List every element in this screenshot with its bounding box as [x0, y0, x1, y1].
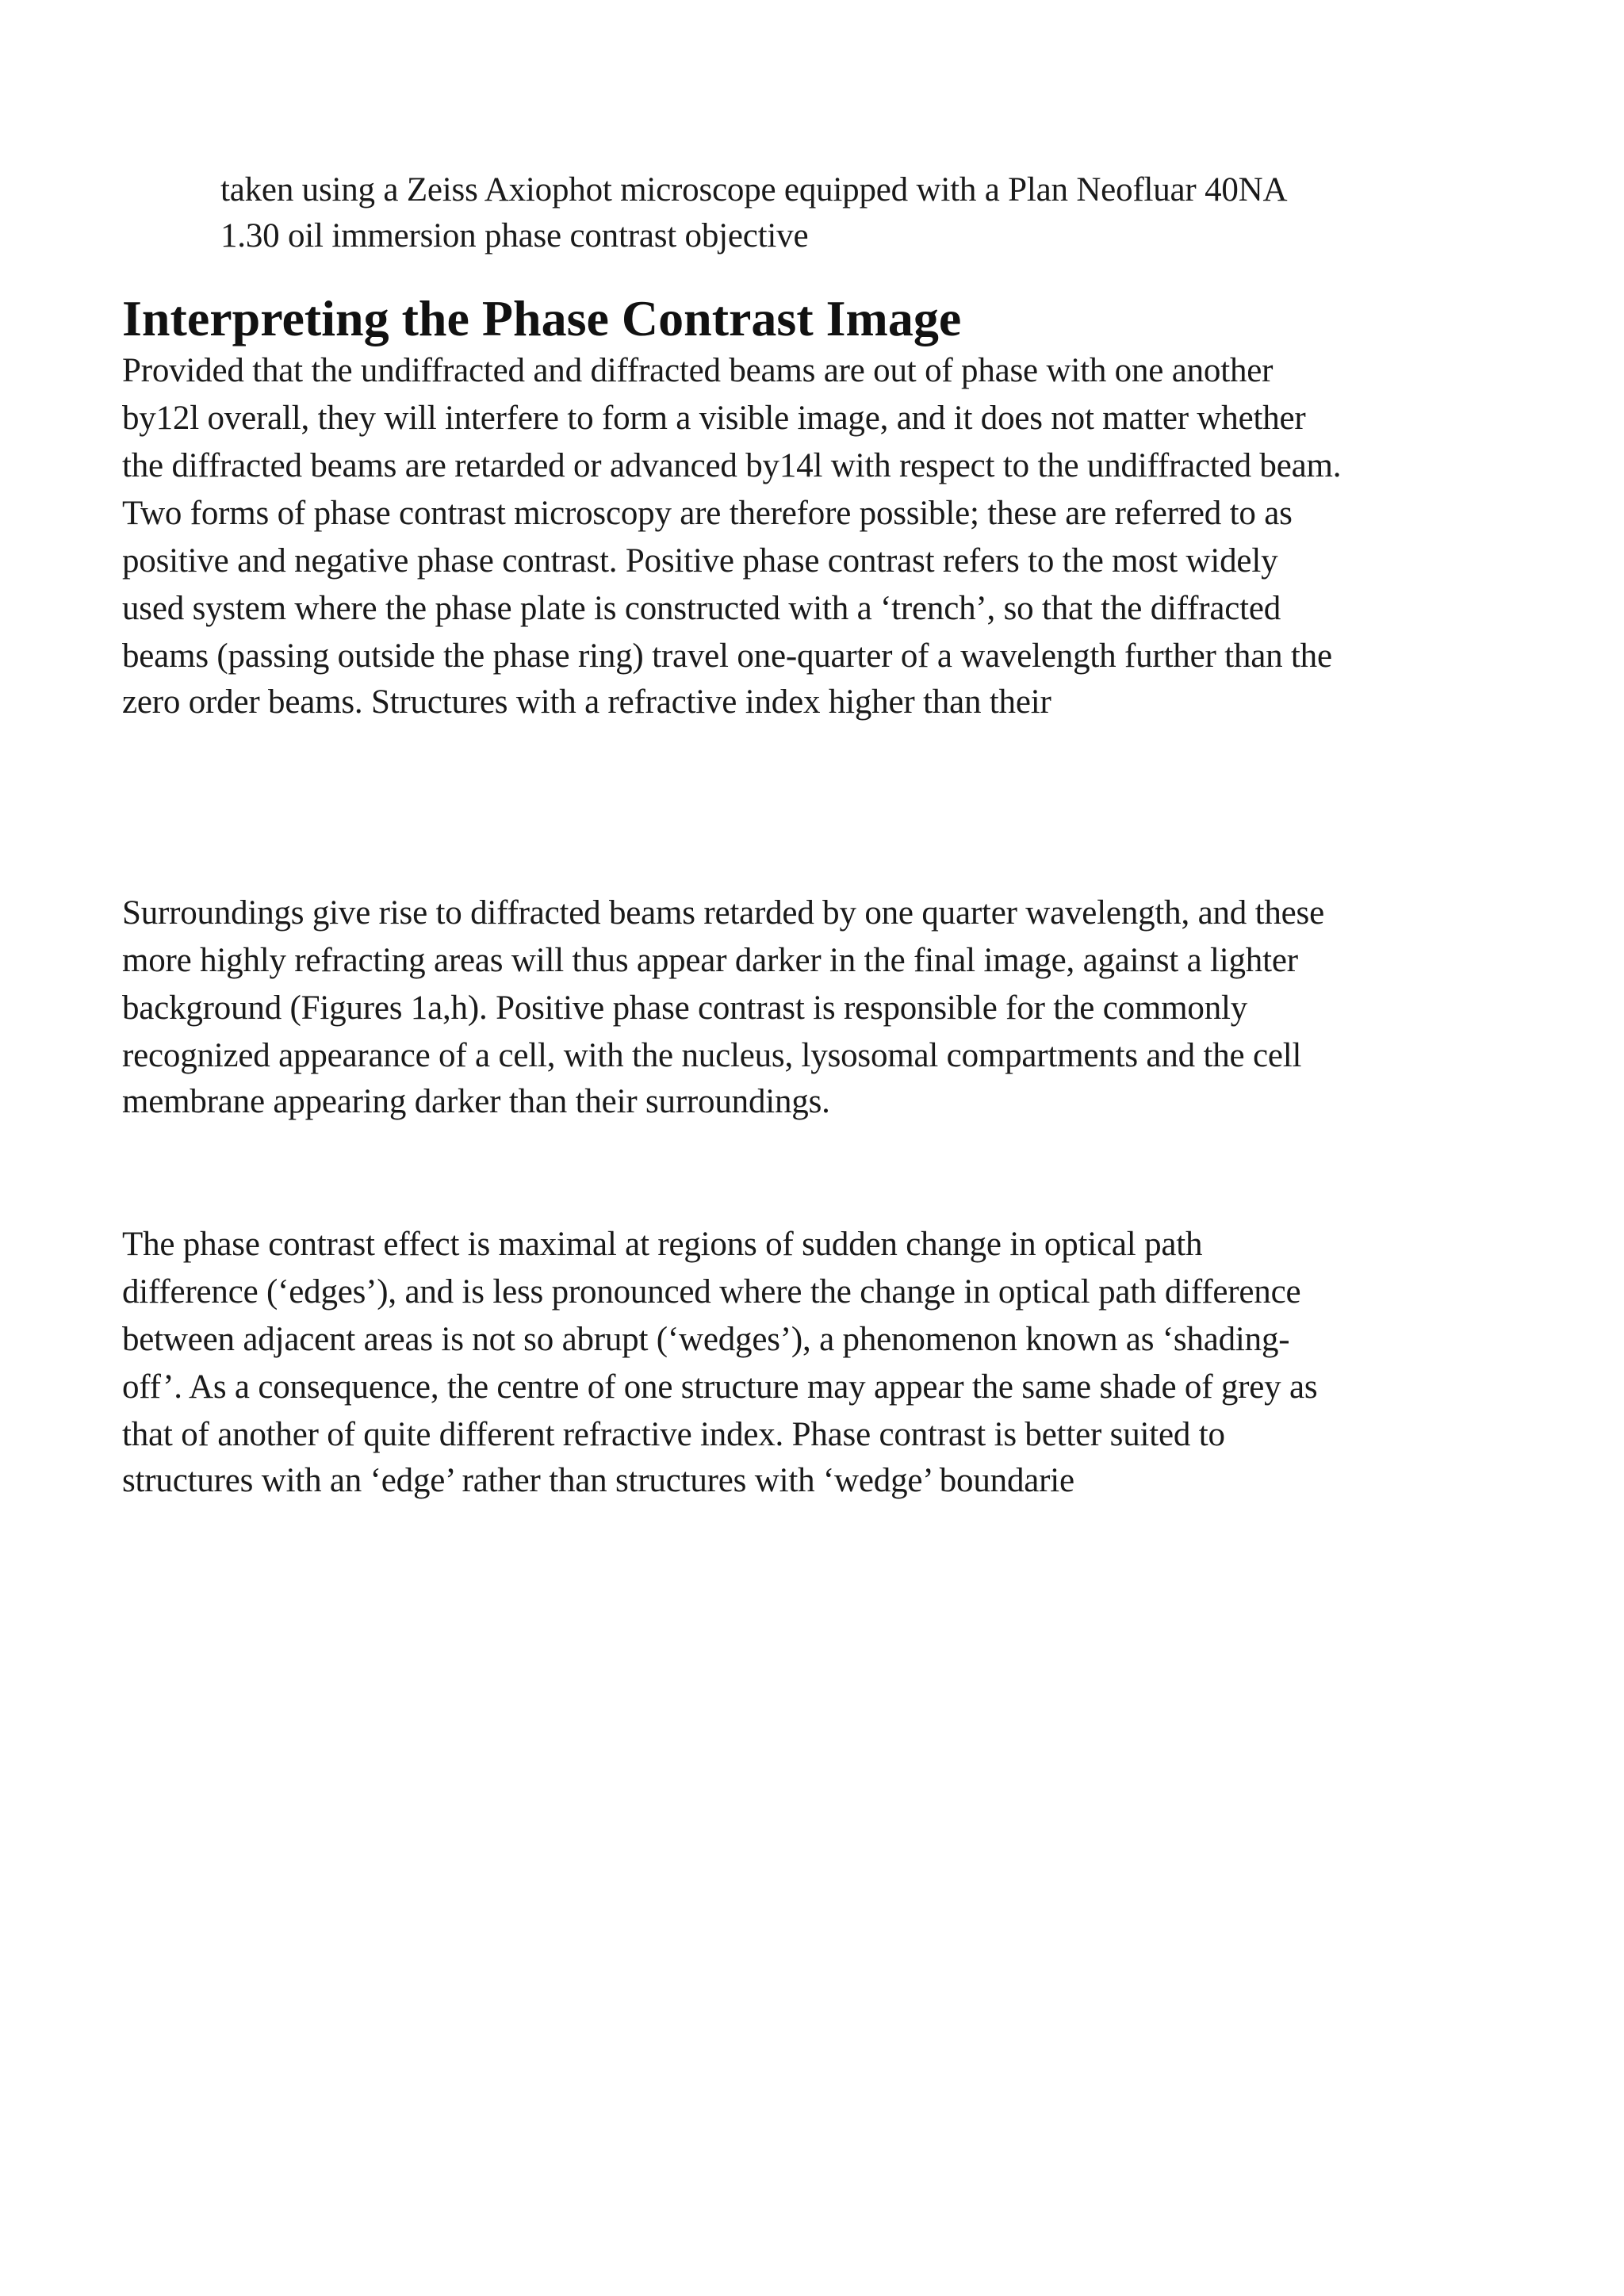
paragraph-2-line: more highly refracting areas will thus appear darker in the final image, against a lighter: [122, 942, 1298, 979]
paragraph-3-line: difference (‘edges’), and is less pronounced where the change in optical path difference: [122, 1273, 1301, 1311]
paragraph-2-line: recognized appearance of a cell, with the nucleus, lysosomal compartments and the cell: [122, 1037, 1302, 1074]
paragraph-1-line: zero order beams. Structures with a refractive index higher than their: [122, 683, 1051, 721]
paragraph-3-line: between adjacent areas is not so abrupt (‘wedges’), a phenomenon known as ‘shading-: [122, 1321, 1290, 1358]
caption-line: 1.30 oil immersion phase contrast objective: [220, 217, 809, 254]
paragraph-1-line: Provided that the undiffracted and diffracted beams are out of phase with one another: [122, 352, 1274, 389]
paragraph-1-line: positive and negative phase contrast. Positive phase contrast refers to the most widely: [122, 542, 1278, 580]
paragraph-3-line: The phase contrast effect is maximal at regions of sudden change in optical path: [122, 1226, 1203, 1263]
paragraph-1-line: Two forms of phase contrast microscopy are therefore possible; these are referred to as: [122, 495, 1293, 532]
paragraph-1-line: the diffracted beams are retarded or advanced by14l with respect to the undiffracted beam.: [122, 447, 1342, 484]
paragraph-3-line: that of another of quite different refractive index. Phase contrast is better suited to: [122, 1416, 1225, 1453]
paragraph-1-line: by12l overall, they will interfere to form a visible image, and it does not matter whether: [122, 400, 1306, 437]
paragraph-3-line: off’. As a consequence, the centre of one structure may appear the same shade of grey as: [122, 1368, 1318, 1406]
paragraph-1-line: beams (passing outside the phase ring) travel one-quarter of a wavelength further than the: [122, 637, 1332, 675]
paragraph-2-line: membrane appearing darker than their surroundings.: [122, 1083, 830, 1120]
paragraph-3-line: structures with an ‘edge’ rather than structures with ‘wedge’ boundarie: [122, 1462, 1074, 1499]
paragraph-2-line: background (Figures 1a,h). Positive phase contrast is responsible for the commonly: [122, 989, 1248, 1027]
paragraph-1-line: used system where the phase plate is constructed with a ‘trench’, so that the diffracted: [122, 590, 1281, 627]
caption-line: taken using a Zeiss Axiophot microscope equipped with a Plan Neofluar 40NA: [220, 171, 1288, 209]
section-heading: Interpreting the Phase Contrast Image: [122, 290, 962, 346]
paragraph-2-line: Surroundings give rise to diffracted beams retarded by one quarter wavelength, and these: [122, 894, 1324, 932]
